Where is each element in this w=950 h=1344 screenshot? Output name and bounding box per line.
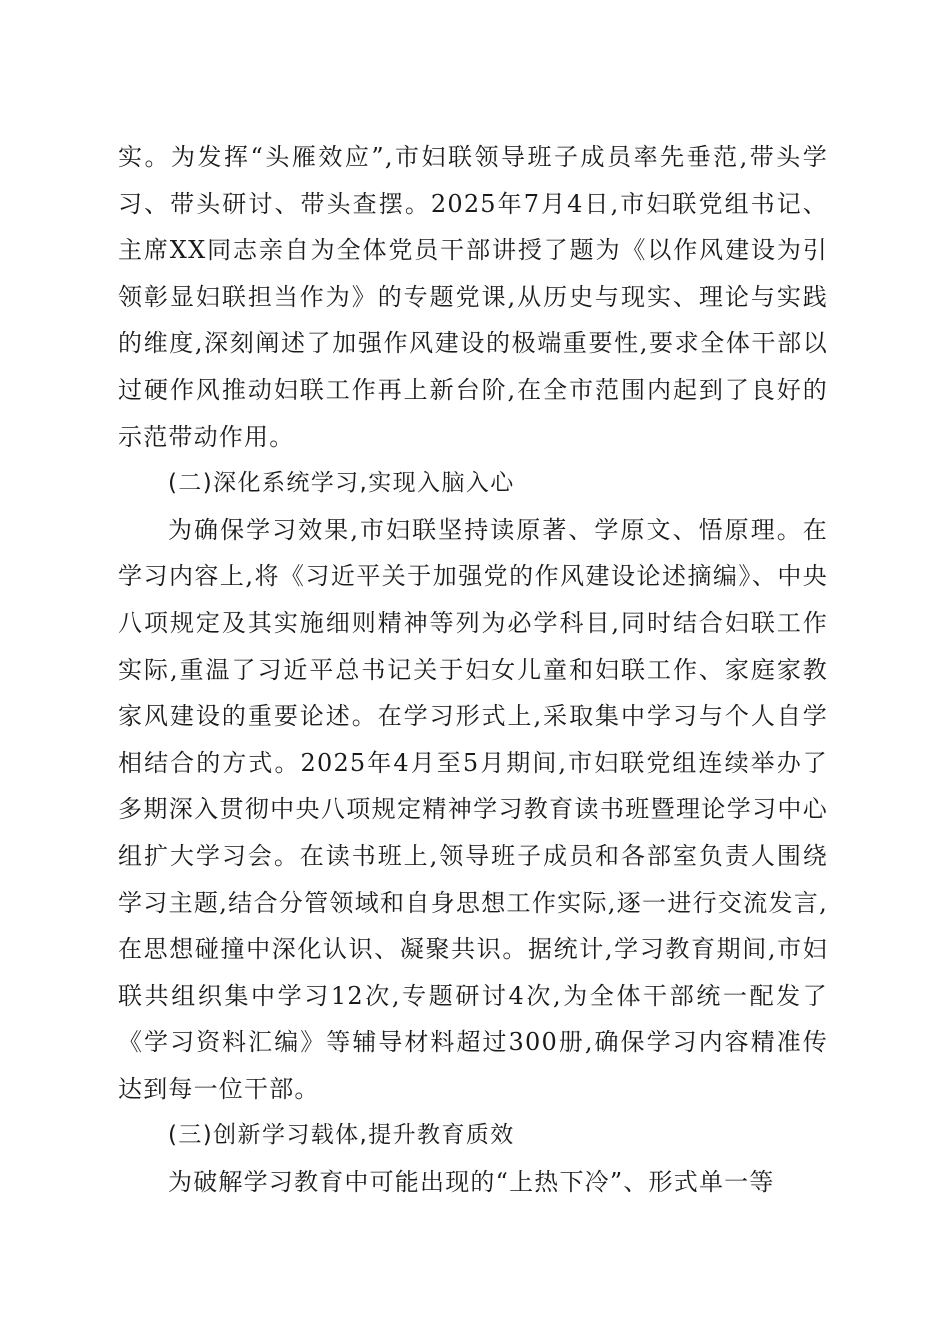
section-heading-2: (二)深化系统学习,实现入脑入心 xyxy=(168,470,515,497)
paragraph-learning-carriers: 为破解学习教育中可能出现的“上热下冷”、形式单一等 xyxy=(168,1168,775,1197)
paragraph-party-lecture: 实。为发挥“头雁效应”,市妇联领导班子成员率先垂范,带头学习、带头研讨、带头查摆。2025年7月4日,市妇联党组书记、主席XX同志亲自为全体党员干部讲授了题为《以作风建设为引领彰显妇联担当作为》的专题党课,从历史与现实、理论与实践的维度,深刻阐述了加强作风建设的极端重要性,要求全体干部以过硬作风推动妇联工作再上新台阶,在全市范围内起到了良好的示范带动作用。 xyxy=(118,143,828,451)
document-body xyxy=(118,134,828,1206)
section-heading-3: (三)创新学习载体,提升教育质效 xyxy=(168,1122,515,1149)
paragraph-systematic-study: 为确保学习效果,市妇联坚持读原著、学原文、悟原理。在学习内容上,将《习近平关于加强党的作风建设论述摘编》、中央八项规定及其实施细则精神等列为必学科目,同时结合妇联工作实际,重温了习近平总书记关于妇女儿童和妇联工作、家庭家教家风建设的重要论述。在学习形式上,采取集中学习与个人自学相结合的方式。2025年4月至5月期间,市妇联党组连续举办了多期深入贯彻中央八项规定精神学习教育读书班暨理论学习中心组扩大学习会。在读书班上,领导班子成员和各部室负责人围绕学习主题,结合分管领域和自身思想工作实际,逐一进行交流发言,在思想碰撞中深化认识、凝聚共识。据统计,学习教育期间,市妇联共组织集中学习12次,专题研讨4次,为全体干部统一配发了《学习资料汇编》等辅导材料超过300册,确保学习内容精准传达到每一位干部。 xyxy=(118,515,828,1103)
